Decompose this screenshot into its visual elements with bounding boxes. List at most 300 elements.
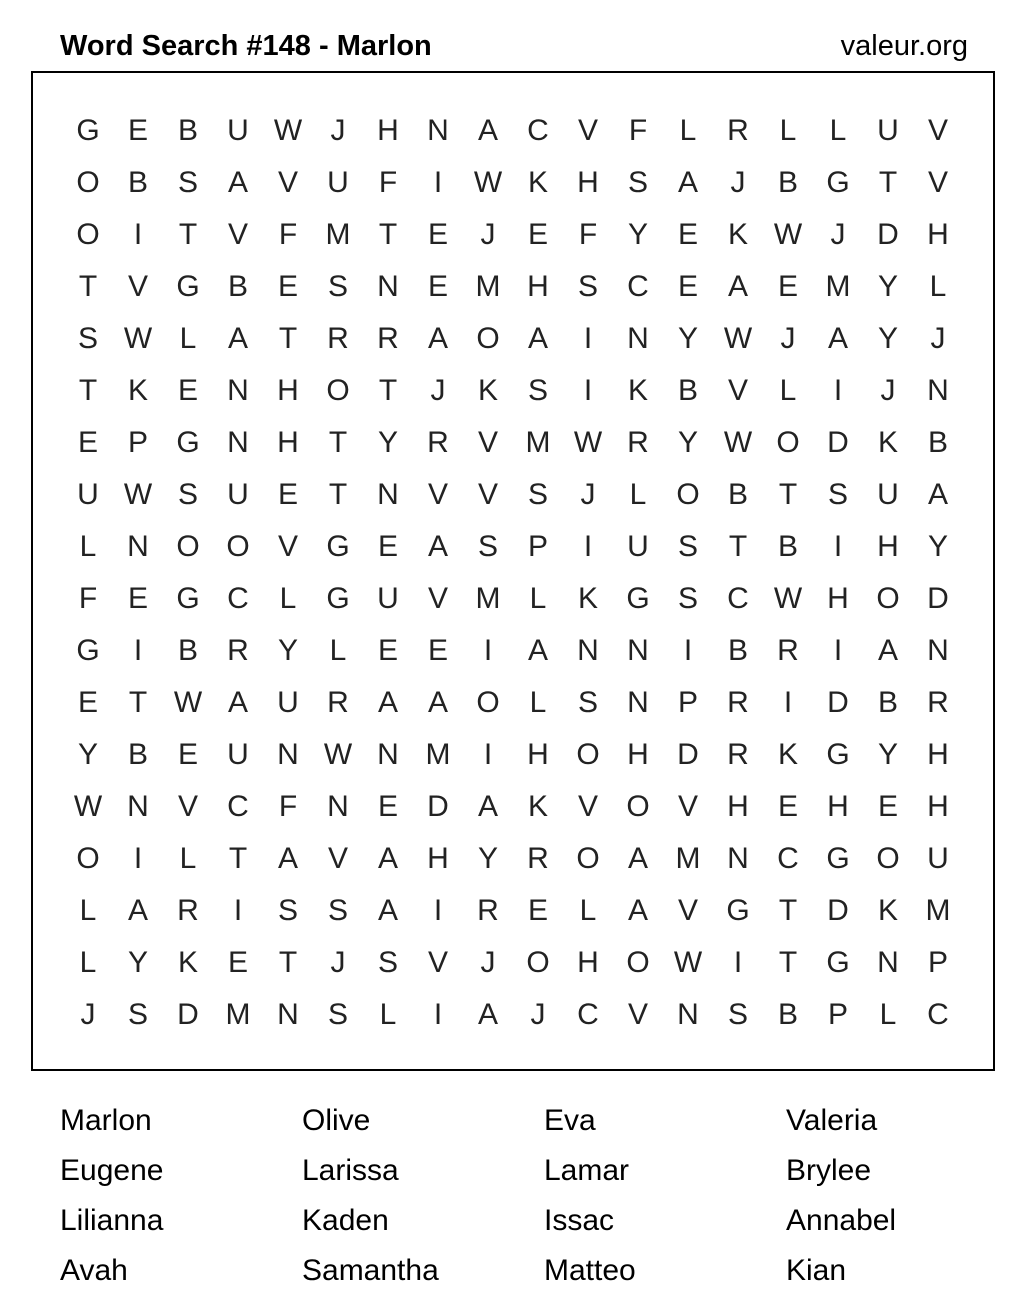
grid-letter: L [779, 374, 797, 407]
grid-letter: M [425, 738, 451, 771]
grid-letter: O [526, 946, 550, 979]
grid-letter: G [76, 634, 100, 667]
word-list-item: Matteo [544, 1254, 636, 1287]
grid-letter: I [583, 322, 593, 355]
grid-letter: V [677, 790, 698, 823]
grid-letter: R [527, 842, 549, 875]
grid-letter: H [877, 530, 899, 563]
grid-letter: L [79, 946, 97, 979]
grid-letter: U [227, 478, 249, 511]
grid-letter: E [77, 426, 98, 459]
grid-letter: K [877, 894, 898, 927]
grid-letter: H [927, 218, 949, 251]
grid-letter: L [679, 114, 697, 147]
grid-letter: R [327, 686, 349, 719]
grid-letter: E [177, 374, 198, 407]
grid-letter: R [377, 322, 399, 355]
grid-letter: Y [377, 426, 398, 459]
grid-letter: V [927, 166, 948, 199]
grid-letter: L [79, 530, 97, 563]
grid-letter: K [777, 738, 798, 771]
grid-letter: T [328, 478, 348, 511]
grid-letter: J [730, 166, 746, 199]
grid-letter: V [427, 478, 448, 511]
grid-letter: Y [127, 946, 148, 979]
grid-letter: H [527, 738, 549, 771]
grid-letter: V [277, 166, 298, 199]
grid-letter: G [826, 842, 850, 875]
grid-letter: E [427, 634, 448, 667]
grid-letter: N [927, 634, 949, 667]
grid-letter: P [527, 530, 548, 563]
grid-letter: A [927, 478, 948, 511]
grid-letter: N [727, 842, 749, 875]
grid-letter: G [176, 582, 200, 615]
grid-letter: B [727, 634, 748, 667]
grid-letter: P [677, 686, 698, 719]
grid-letter: T [78, 270, 98, 303]
grid-letter: S [77, 322, 98, 355]
grid-letter: K [127, 374, 148, 407]
grid-letter: C [227, 582, 249, 615]
grid-letter: O [76, 842, 100, 875]
grid-letter: C [527, 114, 549, 147]
grid-letter: D [177, 998, 199, 1031]
grid-letter: O [626, 946, 650, 979]
grid-letter: N [127, 530, 149, 563]
grid-letter: D [927, 582, 949, 615]
word-list-item: Brylee [786, 1154, 872, 1187]
grid-letter: S [727, 998, 748, 1031]
grid-letter: S [677, 530, 698, 563]
grid-letter: E [677, 270, 698, 303]
grid-letter: A [477, 114, 498, 147]
grid-letter: V [427, 946, 448, 979]
grid-letter: K [877, 426, 898, 459]
grid-letter: E [227, 946, 248, 979]
grid-letter: W [773, 582, 803, 615]
grid-letter: S [827, 478, 848, 511]
grid-letter: U [227, 114, 249, 147]
grid-letter: S [127, 998, 148, 1031]
grid-letter: T [728, 530, 748, 563]
grid-letter: G [726, 894, 750, 927]
grid-letter: E [877, 790, 898, 823]
grid-letter: F [278, 790, 298, 823]
grid-letter: C [927, 998, 949, 1031]
grid-letter: T [278, 946, 298, 979]
grid-letter: W [723, 322, 753, 355]
grid-letter: B [177, 634, 198, 667]
grid-letter: T [178, 218, 198, 251]
grid-letter: C [777, 842, 799, 875]
grid-letter: H [827, 790, 849, 823]
grid-letter: I [433, 166, 443, 199]
grid-letter: E [277, 478, 298, 511]
grid-letter: L [579, 894, 597, 927]
grid-letter: I [133, 842, 143, 875]
grid-letter: T [378, 374, 398, 407]
grid-letter: E [277, 270, 298, 303]
grid-letter: L [379, 998, 397, 1031]
grid-letter: N [277, 998, 299, 1031]
grid-letter: R [727, 114, 749, 147]
grid-letter: K [627, 374, 648, 407]
grid-letter: A [227, 686, 248, 719]
grid-letter: J [430, 374, 446, 407]
grid-letter: J [80, 998, 96, 1031]
grid-letter: D [827, 426, 849, 459]
site-name: valeur.org [840, 30, 968, 62]
grid-letter: L [529, 582, 547, 615]
grid-letter: T [778, 946, 798, 979]
grid-letter: P [927, 946, 948, 979]
grid-letter: S [327, 998, 348, 1031]
grid-letter: A [477, 998, 498, 1031]
grid-letter: E [777, 790, 798, 823]
grid-letter: E [127, 114, 148, 147]
grid-letter: U [877, 114, 899, 147]
grid-letter: K [727, 218, 748, 251]
grid-letter: O [76, 218, 100, 251]
grid-letter: R [177, 894, 199, 927]
word-list-item: Olive [302, 1104, 371, 1137]
word-list-item: Samantha [302, 1254, 439, 1287]
grid-letter: I [833, 374, 843, 407]
grid-letter: G [326, 582, 350, 615]
grid-letter: S [577, 270, 598, 303]
grid-letter: S [177, 166, 198, 199]
grid-letter: W [123, 478, 153, 511]
grid-letter: A [377, 894, 398, 927]
grid-letter: A [827, 322, 848, 355]
grid-letter: H [727, 790, 749, 823]
grid-letter: Y [277, 634, 298, 667]
grid-letter: K [527, 166, 548, 199]
grid-letter: W [273, 114, 303, 147]
grid-letter: W [573, 426, 603, 459]
grid-letter: S [677, 582, 698, 615]
grid-letter: G [326, 530, 350, 563]
grid-letter: M [825, 270, 851, 303]
grid-letter: C [577, 998, 599, 1031]
grid-letter: L [179, 842, 197, 875]
grid-letter: V [677, 894, 698, 927]
grid-letter: M [475, 582, 501, 615]
grid-letter: I [583, 530, 593, 563]
word-list-item: Avah [60, 1254, 128, 1287]
grid-letter: B [777, 166, 798, 199]
grid-letter: A [627, 894, 648, 927]
grid-letter: Y [77, 738, 98, 771]
grid-letter: I [833, 634, 843, 667]
grid-letter: O [576, 738, 600, 771]
grid-letter: H [577, 946, 599, 979]
word-list-item: Kaden [302, 1204, 389, 1237]
grid-letter: G [176, 270, 200, 303]
grid-letter: R [777, 634, 799, 667]
word-list-item: Annabel [786, 1204, 897, 1237]
grid-letter: V [477, 478, 498, 511]
grid-letter: N [377, 270, 399, 303]
grid-letter: E [377, 530, 398, 563]
grid-letter: U [277, 686, 299, 719]
grid-letter: T [328, 426, 348, 459]
grid-letter: Y [477, 842, 498, 875]
grid-letter: E [527, 894, 548, 927]
grid-letter: I [833, 530, 843, 563]
grid-letter: D [427, 790, 449, 823]
grid-letter: T [78, 374, 98, 407]
grid-letter: H [927, 738, 949, 771]
grid-letter: V [177, 790, 198, 823]
grid-letter: J [880, 374, 896, 407]
grid-letter: M [675, 842, 701, 875]
grid-letter: B [677, 374, 698, 407]
grid-letter: A [427, 686, 448, 719]
grid-letter: H [377, 114, 399, 147]
grid-letter: I [433, 998, 443, 1031]
grid-letter: Y [627, 218, 648, 251]
grid-letter: S [527, 374, 548, 407]
grid-letter: R [227, 634, 249, 667]
grid-letter: H [827, 582, 849, 615]
word-list [60, 1096, 1028, 1296]
grid-letter: V [727, 374, 748, 407]
grid-letter: O [576, 842, 600, 875]
grid-letter: L [79, 894, 97, 927]
grid-letter: B [777, 530, 798, 563]
grid-letter: B [927, 426, 948, 459]
grid-letter: O [876, 582, 900, 615]
grid-letter: Y [877, 270, 898, 303]
grid-letter: A [377, 686, 398, 719]
grid-letter: Y [677, 322, 698, 355]
grid-letter: W [173, 686, 203, 719]
grid-letter: E [777, 270, 798, 303]
grid-letter: N [377, 738, 399, 771]
grid-letter: P [127, 426, 148, 459]
grid-letter: W [73, 790, 103, 823]
grid-letter: G [826, 738, 850, 771]
word-list-item: Valeria [786, 1104, 878, 1137]
grid-letter: S [577, 686, 598, 719]
grid-letter: A [227, 322, 248, 355]
grid-letter: U [327, 166, 349, 199]
grid-letter: W [673, 946, 703, 979]
grid-letter: K [177, 946, 198, 979]
grid-letter: I [733, 946, 743, 979]
grid-letter: A [227, 166, 248, 199]
grid-letter: N [327, 790, 349, 823]
grid-letter: S [177, 478, 198, 511]
grid-letter: F [78, 582, 98, 615]
grid-letter: V [577, 790, 598, 823]
grid-letter: A [127, 894, 148, 927]
grid-letter: M [325, 218, 351, 251]
grid-letter: N [627, 322, 649, 355]
grid-letter: I [683, 634, 693, 667]
grid-letter: A [877, 634, 898, 667]
grid-letter: H [927, 790, 949, 823]
grid-letter: W [323, 738, 353, 771]
grid-letter: A [377, 842, 398, 875]
grid-letter: E [677, 218, 698, 251]
grid-letter: B [227, 270, 248, 303]
grid-letter: W [773, 218, 803, 251]
grid-letter: T [778, 894, 798, 927]
grid-letter: R [727, 686, 749, 719]
grid-letter: S [377, 946, 398, 979]
grid-letter: V [127, 270, 148, 303]
grid-letter: N [227, 374, 249, 407]
grid-letter: V [627, 998, 648, 1031]
grid-letter: I [483, 634, 493, 667]
grid-letter: I [583, 374, 593, 407]
grid-letter: S [327, 894, 348, 927]
grid-letter: E [427, 218, 448, 251]
grid-letter: G [826, 946, 850, 979]
grid-letter: I [783, 686, 793, 719]
grid-letter: Y [877, 322, 898, 355]
grid-letter: A [277, 842, 298, 875]
grid-letter: O [76, 166, 100, 199]
grid-letter: L [279, 582, 297, 615]
grid-letter: R [477, 894, 499, 927]
grid-letter: D [677, 738, 699, 771]
grid-letter: N [627, 686, 649, 719]
grid-letter: A [477, 790, 498, 823]
grid-letter: J [480, 946, 496, 979]
grid-letter: R [627, 426, 649, 459]
grid-letter: N [377, 478, 399, 511]
word-list-item: Kian [786, 1254, 847, 1287]
grid-letter: T [778, 478, 798, 511]
grid-letter: B [877, 686, 898, 719]
grid-letter: J [830, 218, 846, 251]
grid-letter: J [580, 478, 596, 511]
grid-letter: E [77, 686, 98, 719]
grid-letter: A [527, 634, 548, 667]
grid-letter: S [627, 166, 648, 199]
grid-letter: Y [677, 426, 698, 459]
grid-letter: B [727, 478, 748, 511]
grid-letter: B [177, 114, 198, 147]
grid-letter: T [128, 686, 148, 719]
grid-letter: U [877, 478, 899, 511]
grid-letter: C [627, 270, 649, 303]
grid-letter: B [127, 738, 148, 771]
grid-letter: Y [877, 738, 898, 771]
grid-letter: N [427, 114, 449, 147]
grid-letter: K [577, 582, 598, 615]
grid-letter: L [779, 114, 797, 147]
grid-letter: V [427, 582, 448, 615]
grid-letter: D [877, 218, 899, 251]
grid-letter: K [477, 374, 498, 407]
word-list-item: Larissa [302, 1154, 399, 1187]
grid-letter: J [330, 946, 346, 979]
grid-letter: O [226, 530, 250, 563]
grid-letter: F [378, 166, 398, 199]
grid-letter: M [925, 894, 951, 927]
grid-letter: H [527, 270, 549, 303]
word-list-item: Lamar [544, 1154, 630, 1187]
grid-letter: V [327, 842, 348, 875]
grid-letter: E [127, 582, 148, 615]
grid-letter: R [727, 738, 749, 771]
grid-letter: W [723, 426, 753, 459]
grid-letter: L [529, 686, 547, 719]
grid-letter: H [277, 426, 299, 459]
grid-letter: S [327, 270, 348, 303]
grid-letter: G [176, 426, 200, 459]
grid-letter: U [927, 842, 949, 875]
grid-letter: F [628, 114, 648, 147]
grid-letter: W [473, 166, 503, 199]
grid-letter: I [233, 894, 243, 927]
grid-letter: V [927, 114, 948, 147]
grid-letter: R [327, 322, 349, 355]
grid-letter: U [227, 738, 249, 771]
grid-letter: N [127, 790, 149, 823]
grid-letter: B [777, 998, 798, 1031]
word-list-item: Issac [544, 1204, 615, 1237]
grid-letter: I [133, 634, 143, 667]
grid-letter: A [427, 322, 448, 355]
grid-letter: L [329, 634, 347, 667]
grid-letter: O [676, 478, 700, 511]
grid-letter: J [330, 114, 346, 147]
grid-letter: O [876, 842, 900, 875]
grid-letter: O [476, 686, 500, 719]
grid-letter: L [879, 998, 897, 1031]
word-list-item: Eugene [60, 1154, 164, 1187]
grid-letter: O [626, 790, 650, 823]
grid-letter: T [878, 166, 898, 199]
grid-letter: V [577, 114, 598, 147]
grid-letter: N [877, 946, 899, 979]
grid-letter: O [326, 374, 350, 407]
grid-letter: D [827, 894, 849, 927]
grid-letter: J [780, 322, 796, 355]
grid-letter: H [627, 738, 649, 771]
grid-letter: R [927, 686, 949, 719]
grid-letter: I [483, 738, 493, 771]
grid-letter: V [477, 426, 498, 459]
grid-letter: N [927, 374, 949, 407]
grid-letter: V [277, 530, 298, 563]
grid-letter: G [626, 582, 650, 615]
grid-letter: N [627, 634, 649, 667]
grid-letter: N [277, 738, 299, 771]
word-list-item: Lilianna [60, 1204, 164, 1237]
grid-letter: N [677, 998, 699, 1031]
grid-letter: E [377, 634, 398, 667]
grid-letter: J [930, 322, 946, 355]
grid-letter: F [578, 218, 598, 251]
grid-letter: G [826, 166, 850, 199]
grid-letter: W [123, 322, 153, 355]
grid-letter: L [829, 114, 847, 147]
grid-letter: E [177, 738, 198, 771]
grid-letter: T [278, 322, 298, 355]
grid-letter: L [629, 478, 647, 511]
word-list-item: Marlon [60, 1104, 152, 1137]
grid-letter: J [530, 998, 546, 1031]
word-list-item: Eva [544, 1104, 596, 1137]
grid-letter: E [527, 218, 548, 251]
